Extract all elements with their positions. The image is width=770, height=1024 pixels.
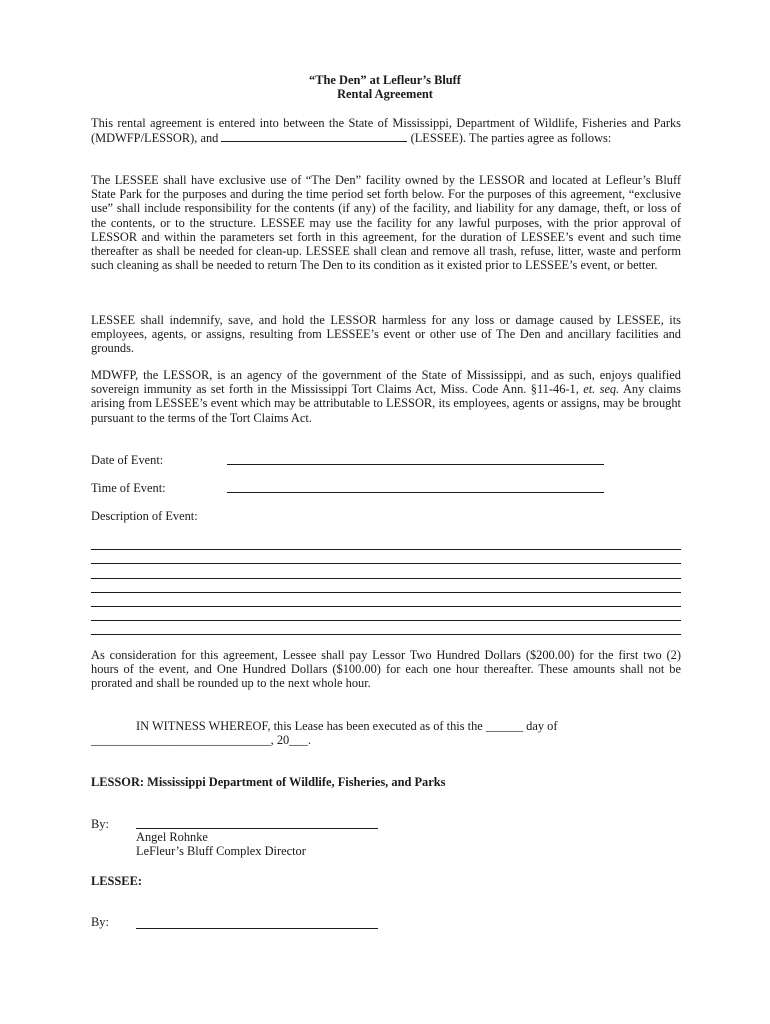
time-input-line[interactable] [227, 492, 604, 493]
description-line[interactable] [91, 593, 681, 607]
description-label: Description of Event: [91, 509, 198, 523]
indemnify-text: LESSEE shall indemnify, save, and hold the LESSOR harmless for any loss or damage caused by LESSEE, its employees, agents, or assigns, resulting from LESSEE’s event or other use of The Den and ancillary facilities and grounds. [91, 313, 681, 356]
date-label: Date of Event: [91, 453, 164, 467]
lessor-signer-title: LeFleur’s Bluff Complex Director [136, 844, 306, 858]
lessee-heading: LESSEE: [91, 874, 142, 888]
subtitle-line: Rental Agreement [337, 87, 433, 102]
witness-line-1: IN WITNESS WHEREOF, this Lease has been executed as of this the ______ day of [136, 719, 558, 733]
exclusive-use-text: The LESSEE shall have exclusive use of “The Den” facility owned by the LESSOR and located at Lefleur’s Bluff State Park for the purposes and during the time period set forth below. For the purposes of this agreement, “exclusive use” shall include responsibility for the contents (if any) of the facility, and liability for any damage, theft, or loss of the contents, or to the structure. LESSEE may use the facility for any lawful purposes, with the prior approval of LESSOR and within the parameters set forth in this agreement, for the duration of LESSEE’s event and such time thereafter as shall be needed for clean-up. LESSEE shall clean and remove all trash, refuse, litter, waste and perform such cleaning as shall be needed to return The Den to its condition as it existed prior to LESSEE’s event, or better. [91, 173, 681, 273]
title-line: “The Den” at Lefleur’s Bluff [309, 73, 461, 87]
witness-line-2: _____________________________, 20___. [91, 733, 311, 748]
intro-text: This rental agreement is entered into between the State of Mississippi, Department of Wildlife, Fisheries and Parks (MDWFP/LESSOR), and [91, 116, 681, 146]
intro-paragraph [91, 116, 681, 145]
description-lines[interactable] [91, 536, 681, 635]
witness-paragraph [91, 719, 681, 747]
lessor-heading: LESSOR: Mississippi Department of Wildlife, Fisheries, and Parks [91, 775, 446, 789]
immunity-paragraph [91, 368, 681, 425]
description-line[interactable] [91, 579, 681, 593]
lessee-signature-block [91, 915, 691, 935]
intro-text-after: The parties agree as follows: [468, 131, 612, 146]
lessee-by-label: By: [91, 915, 109, 929]
date-input-line[interactable] [227, 464, 604, 465]
description-line[interactable] [91, 621, 681, 635]
indemnify-paragraph [91, 313, 681, 356]
description-line[interactable] [91, 550, 681, 564]
immunity-text-1: MDWFP, the LESSOR, is an agency of the government of the State of Mississippi, and as such, enjoys qualified sovereign immunity as set forth in the Mississippi Tort Claims Act, Miss. Code Ann. §11-46-1, [91, 368, 681, 397]
time-label: Time of Event: [91, 481, 166, 495]
exclusive-use-paragraph [91, 173, 681, 272]
consideration-paragraph [91, 648, 681, 691]
lessor-by-label: By: [91, 817, 109, 831]
lessor-signature-line[interactable] [136, 828, 378, 829]
lessee-tag: (LESSEE). [410, 131, 466, 146]
consideration-text: As consideration for this agreement, Lessee shall pay Lessor Two Hundred Dollars ($200.00) for the first two (2) hours of the event, and One Hundred Dollars ($100.00) for each one hour thereafter. These amounts shall not be prorated and shall be rounded up to the next whole hour. [91, 648, 681, 691]
document-title [0, 73, 770, 101]
lessee-signature-line[interactable] [136, 928, 378, 929]
immunity-text-2: Any claims arising from LESSEE’s event which may be attributable to LESSOR, its employees, agents or assigns, may be brought pursuant to the terms of the Tort Claims Act. [91, 382, 681, 425]
lessor-signature-block [91, 817, 691, 867]
immunity-italic: et. seq. [583, 382, 620, 397]
description-line[interactable] [91, 536, 681, 550]
lessor-signer-name: Angel Rohnke [136, 830, 208, 844]
description-line[interactable] [91, 564, 681, 578]
description-line[interactable] [91, 607, 681, 621]
lessee-name-blank[interactable] [221, 130, 407, 142]
